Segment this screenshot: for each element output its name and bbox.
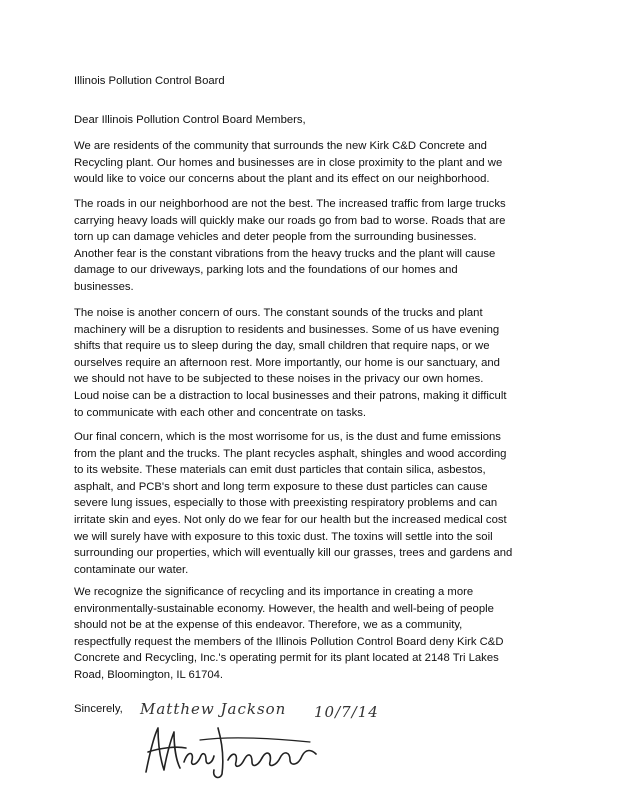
paragraph-line: asphalt, and PCB's short and long term exposure to these dust particles can cause <box>74 480 488 493</box>
paragraph-line: to its website. These materials can emit dust particles that contain silica, asbestos, <box>74 464 486 477</box>
paragraph-line: Our final concern, which is the most worrisome for us, is the dust and fume emissions <box>74 431 501 443</box>
recipient-line: Illinois Pollution Control Board <box>74 75 225 87</box>
paragraph-line: The roads in our neighborhood are not the best. The increased traffic from large trucks <box>74 198 506 210</box>
paragraph-line: contaminate our water. <box>74 563 189 576</box>
paragraph-4 <box>74 429 554 578</box>
paragraph-5 <box>74 584 554 684</box>
paragraph-line: The noise is another concern of ours. The constant sounds of the trucks and plant <box>74 307 483 319</box>
paragraph-line: Recycling plant. Our homes and businesses are in close proximity to the plant and we <box>74 156 503 169</box>
paragraph-line: irritate skin and eyes. Not only do we fear for our health but the increased medical cost <box>74 513 507 526</box>
salutation: Dear Illinois Pollution Control Board Members, <box>74 114 306 126</box>
paragraph-line: torn up can damage vehicles and deter people from the surrounding businesses. <box>74 231 477 244</box>
paragraph-line: damage to our driveways, parking lots and the foundations of our homes and <box>74 264 458 277</box>
paragraph-line: respectfully request the members of the Illinois Pollution Control Board deny Kirk C&D <box>74 635 504 648</box>
paragraph-line: machinery will be a disruption to residents and businesses. Some of us have evening <box>74 323 500 336</box>
closing: Sincerely, <box>74 703 123 715</box>
paragraph-1 <box>74 138 554 188</box>
signature-date: 10/7/14 <box>314 703 379 721</box>
paragraph-line: Another fear is the constant vibrations from the heavy trucks and the plant will cause <box>74 247 496 260</box>
paragraph-line: severe lung issues, especially to those with preexisting respiratory problems and can <box>74 497 498 510</box>
paragraph-line: Concrete and Recycling, Inc.'s operating permit for its plant located at 2148 Tri Lakes <box>74 652 499 665</box>
paragraph-line: Road, Bloomington, IL 61704. <box>74 668 224 681</box>
paragraph-line: Loud noise can be a distraction to local businesses and their patrons, making it difficult <box>74 389 507 402</box>
paragraph-line: we will surely have with exposure to this toxic dust. The toxins will settle into the soil <box>74 530 493 543</box>
paragraph-line: we should not have to be subjected to these noises in the privacy our own homes. <box>74 373 484 386</box>
paragraph-3 <box>74 305 554 421</box>
paragraph-line: should not be at the expense of this endeavor. Therefore, we as a community, <box>74 619 463 632</box>
paragraph-line: businesses. <box>74 280 134 293</box>
printed-name: Matthew Jackson <box>140 700 287 718</box>
paragraph-line: would like to voice our concerns about the plant and its effect on our neighborhood. <box>74 173 490 186</box>
paragraph-line: surrounding our properties, which will eventually kill our grasses, trees and gardens and <box>74 547 513 560</box>
paragraph-line: shifts that require us to sleep during the day, small children that require naps, or we <box>74 340 490 353</box>
signature <box>140 722 330 782</box>
paragraph-line: to communicate with each other and concentrate on tasks. <box>74 406 366 419</box>
paragraph-line: We recognize the significance of recycling and its importance in creating a more <box>74 586 474 598</box>
paragraph-line: environmentally-sustainable economy. However, the health and well-being of people <box>74 602 494 615</box>
paragraph-line: ourselves require an afternoon rest. More importantly, our home is our sanctuary, and <box>74 356 500 369</box>
paragraph-line: We are residents of the community that surrounds the new Kirk C&D Concrete and <box>74 140 487 152</box>
paragraph-2 <box>74 196 554 296</box>
paragraph-line: carrying heavy loads will quickly make our roads go from bad to worse. Roads that are <box>74 214 506 227</box>
paragraph-line: from the plant and the trucks. The plant recycles asphalt, shingles and wood according <box>74 447 507 460</box>
